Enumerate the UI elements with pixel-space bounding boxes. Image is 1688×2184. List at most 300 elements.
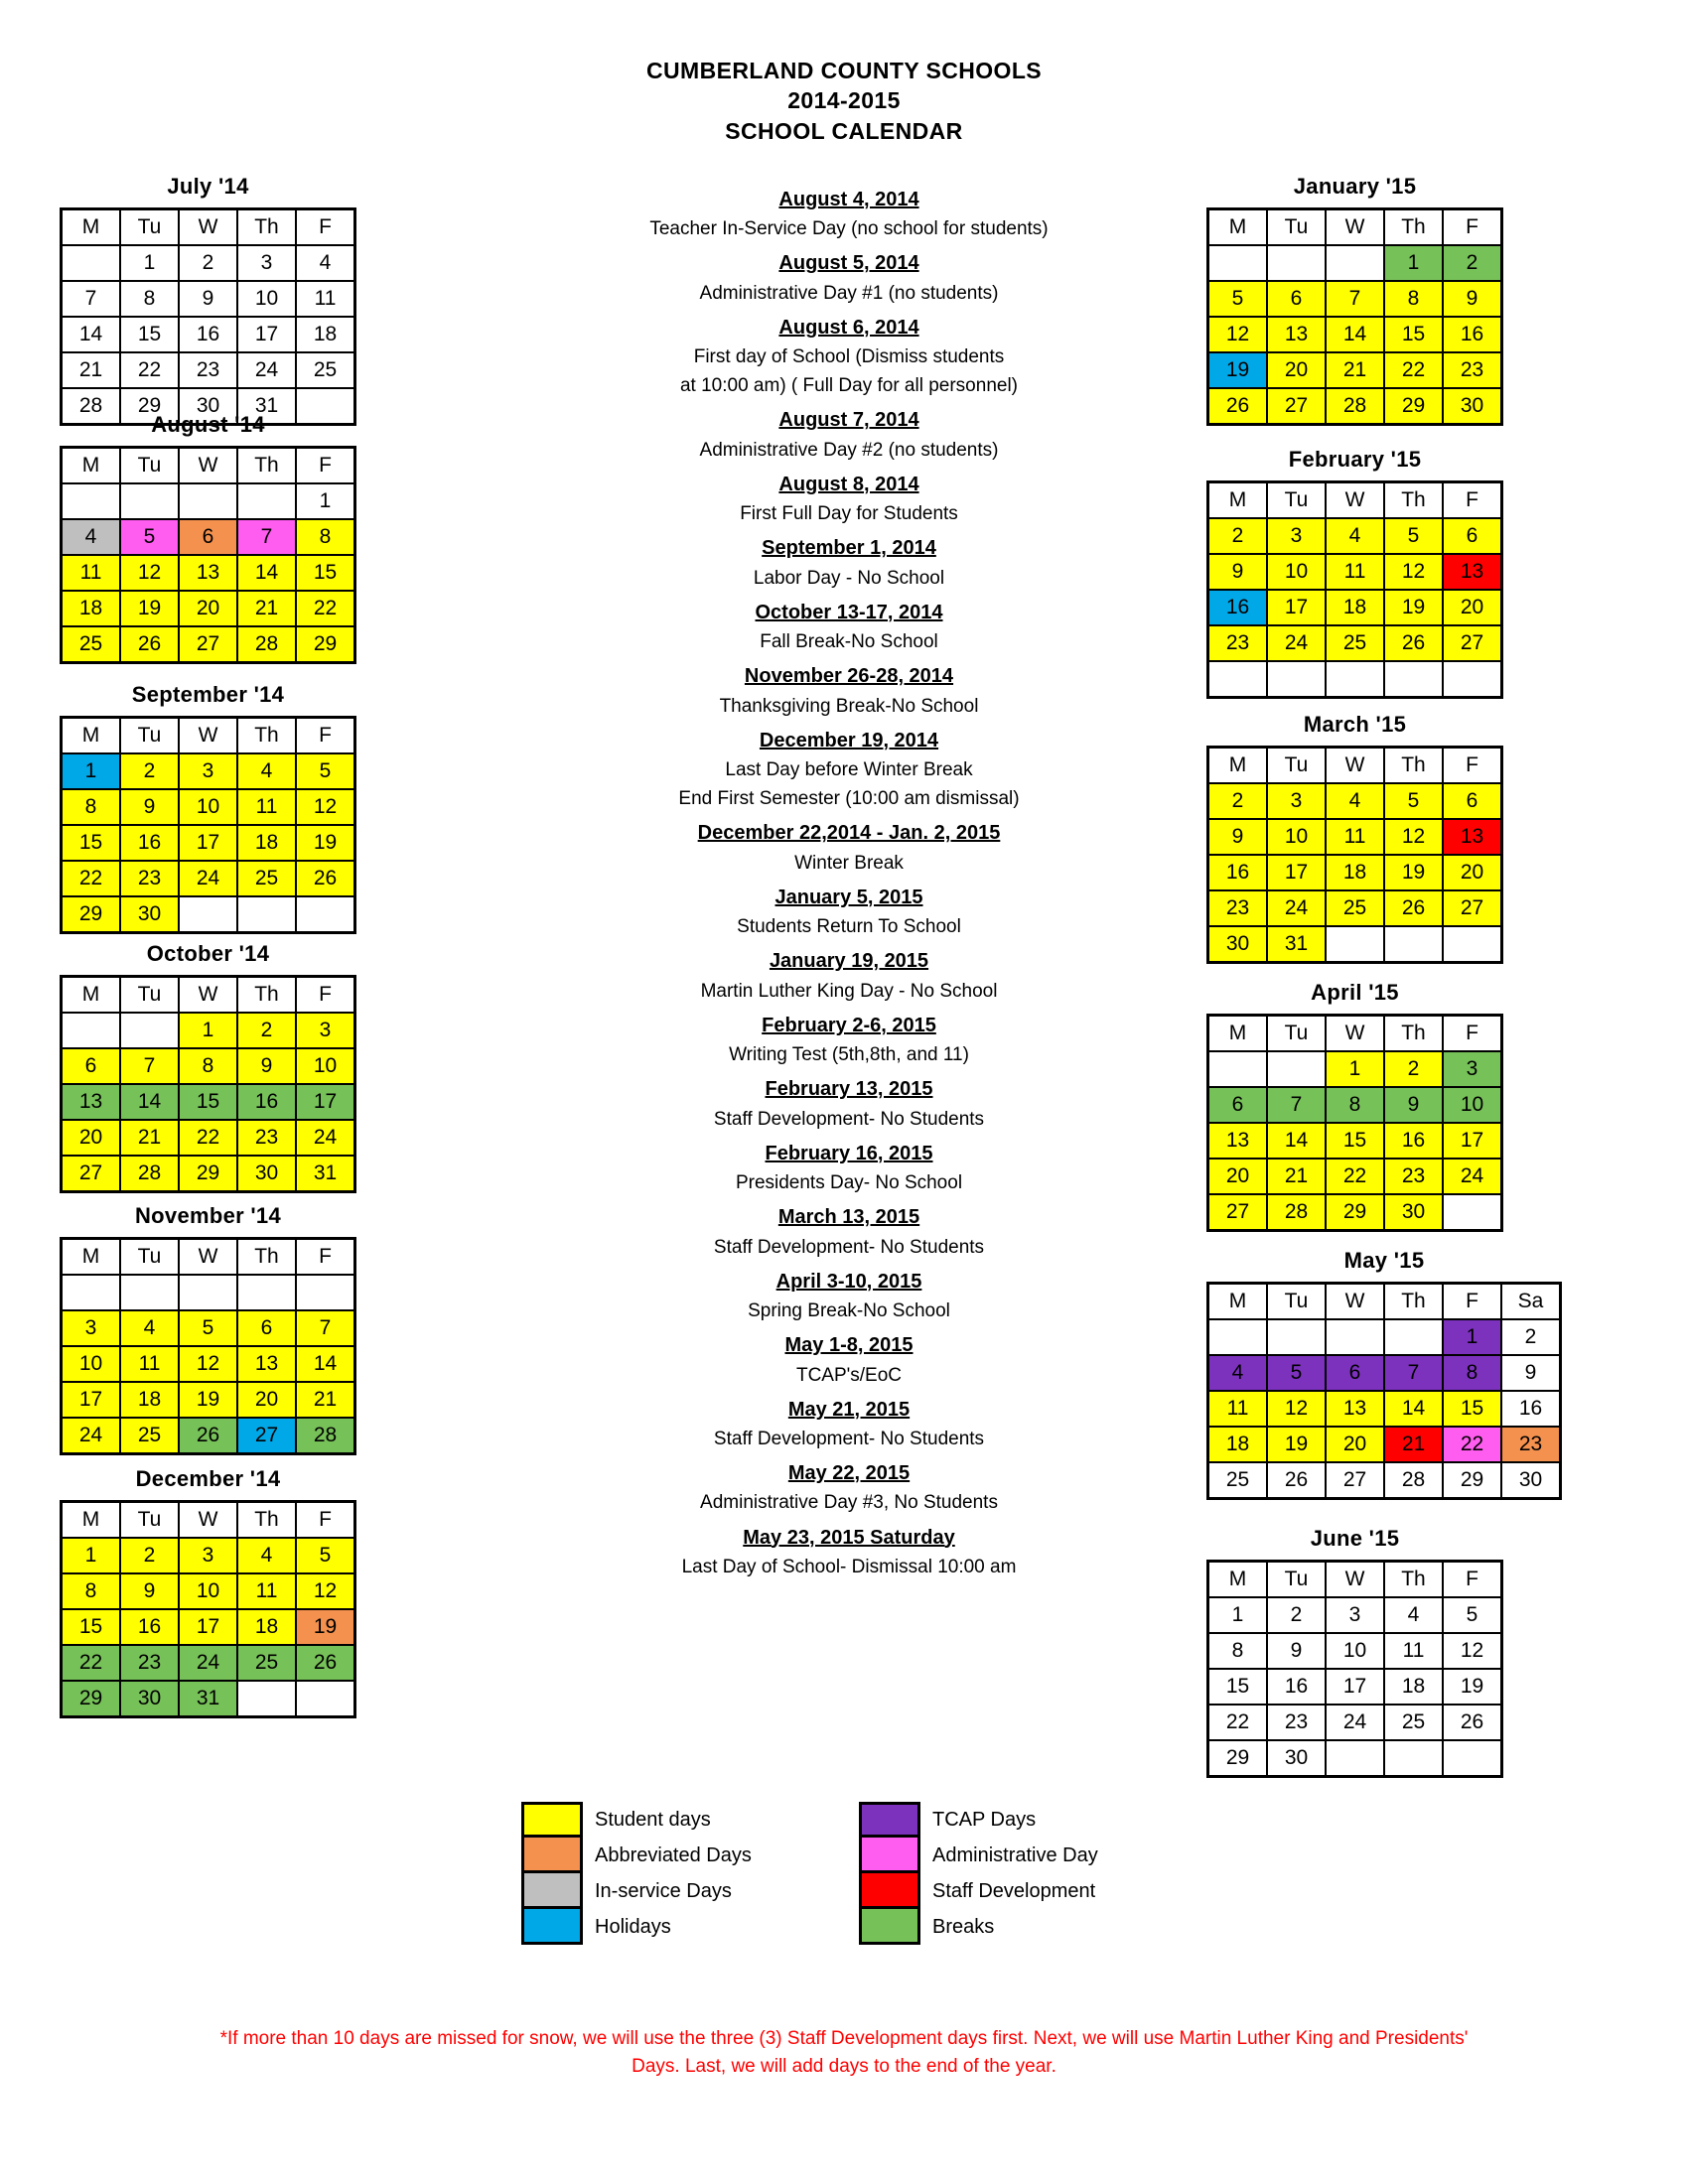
day-cell[interactable]: 12 [1384, 819, 1443, 855]
day-cell[interactable]: 16 [1443, 317, 1502, 352]
day-cell[interactable]: 10 [1443, 1087, 1502, 1123]
day-cell[interactable]: 14 [62, 317, 121, 352]
day-cell[interactable]: 19 [179, 1382, 237, 1418]
day-cell[interactable]: 21 [296, 1382, 355, 1418]
empty-day-cell [1326, 661, 1384, 698]
day-cell[interactable]: 18 [296, 317, 355, 352]
week-row [62, 1538, 355, 1573]
event-date: December 22,2014 - Jan. 2, 2015 [697, 822, 1001, 845]
day-cell[interactable]: 31 [179, 1681, 237, 1717]
day-cell[interactable]: 4 [237, 1538, 296, 1573]
day-cell[interactable]: 8 [1326, 1087, 1384, 1123]
day-cell[interactable]: 24 [237, 352, 296, 388]
day-cell[interactable]: 14 [296, 1346, 355, 1382]
day-cell[interactable]: 7 [237, 519, 296, 555]
day-cell[interactable]: 29 [62, 1681, 121, 1717]
day-cell[interactable]: 22 [1326, 1159, 1384, 1194]
day-cell[interactable]: 19 [296, 825, 355, 861]
day-cell[interactable]: 26 [179, 1418, 237, 1454]
day-cell[interactable]: 17 [296, 1084, 355, 1120]
day-cell[interactable]: 2 [179, 245, 237, 281]
day-cell[interactable]: 27 [1208, 1194, 1268, 1231]
day-cell[interactable]: 12 [296, 789, 355, 825]
day-cell[interactable]: 11 [237, 789, 296, 825]
day-cell[interactable]: 28 [1384, 1462, 1443, 1499]
snow-day-footnote [199, 2025, 1489, 2080]
day-cell[interactable]: 1 [1208, 1597, 1268, 1633]
day-cell[interactable]: 20 [179, 591, 237, 626]
day-cell[interactable]: 16 [1267, 1669, 1326, 1705]
day-cell[interactable]: 12 [1208, 317, 1268, 352]
day-cell[interactable]: 26 [1208, 388, 1268, 425]
day-cell[interactable]: 25 [120, 1418, 179, 1454]
day-cell[interactable]: 21 [1326, 352, 1384, 388]
day-cell[interactable]: 11 [1326, 819, 1384, 855]
day-cell[interactable]: 20 [1443, 855, 1502, 890]
day-cell[interactable]: 23 [1208, 890, 1268, 926]
day-cell[interactable]: 8 [1384, 281, 1443, 317]
day-cell[interactable]: 15 [179, 1084, 237, 1120]
day-cell[interactable]: 7 [62, 281, 121, 317]
day-cell[interactable]: 1 [179, 1013, 237, 1048]
day-cell[interactable]: 13 [1208, 1123, 1268, 1159]
day-cell[interactable]: 14 [120, 1084, 179, 1120]
day-cell[interactable]: 4 [1208, 1355, 1268, 1391]
day-cell[interactable]: 16 [120, 1609, 179, 1645]
day-cell[interactable]: 10 [237, 281, 296, 317]
day-cell[interactable]: 14 [237, 555, 296, 591]
day-cell[interactable]: 17 [62, 1382, 121, 1418]
day-cell[interactable]: 27 [1326, 1462, 1384, 1499]
day-cell[interactable]: 5 [1267, 1355, 1326, 1391]
day-cell[interactable]: 23 [1443, 352, 1502, 388]
day-cell[interactable]: 7 [120, 1048, 179, 1084]
day-cell[interactable]: 9 [1208, 819, 1268, 855]
day-cell[interactable]: 20 [1208, 1159, 1268, 1194]
day-cell[interactable]: 3 [179, 753, 237, 789]
day-cell[interactable]: 16 [179, 317, 237, 352]
day-cell[interactable]: 24 [1267, 890, 1326, 926]
day-cell[interactable]: 29 [120, 388, 179, 425]
week-row [1208, 590, 1502, 625]
day-cell[interactable]: 2 [237, 1013, 296, 1048]
day-cell[interactable]: 26 [296, 1645, 355, 1681]
day-cell[interactable]: 26 [1267, 1462, 1326, 1499]
day-cell[interactable]: 3 [1267, 783, 1326, 819]
day-cell[interactable]: 12 [296, 1573, 355, 1609]
day-cell[interactable]: 27 [1443, 625, 1502, 661]
day-cell[interactable]: 6 [179, 519, 237, 555]
day-cell[interactable]: 21 [120, 1120, 179, 1156]
day-cell[interactable]: 14 [1267, 1123, 1326, 1159]
day-cell[interactable]: 4 [296, 245, 355, 281]
day-cell[interactable]: 19 [1384, 855, 1443, 890]
day-cell[interactable]: 9 [1443, 281, 1502, 317]
day-cell[interactable]: 11 [1326, 554, 1384, 590]
legend-swatch-inserv [521, 1873, 583, 1909]
day-cell[interactable]: 24 [62, 1418, 121, 1454]
day-cell[interactable]: 26 [120, 626, 179, 663]
day-cell[interactable]: 23 [1384, 1159, 1443, 1194]
day-cell[interactable]: 22 [1443, 1427, 1501, 1462]
day-cell[interactable]: 1 [1443, 1319, 1501, 1355]
day-cell[interactable]: 9 [179, 281, 237, 317]
day-cell[interactable]: 25 [1208, 1462, 1268, 1499]
day-cell[interactable]: 1 [62, 1538, 121, 1573]
event-description: Students Return To School [737, 916, 961, 938]
day-cell[interactable]: 6 [1208, 1087, 1268, 1123]
day-cell[interactable]: 2 [1267, 1597, 1326, 1633]
day-cell[interactable]: 15 [1443, 1391, 1501, 1427]
day-cell[interactable]: 19 [1267, 1427, 1326, 1462]
day-cell[interactable]: 15 [120, 317, 179, 352]
day-cell[interactable]: 6 [1267, 281, 1326, 317]
day-cell[interactable]: 10 [1267, 554, 1326, 590]
day-cell[interactable]: 4 [1326, 518, 1384, 554]
day-cell[interactable]: 9 [1267, 1633, 1326, 1669]
event-description: TCAP's/EoC [795, 1364, 903, 1386]
day-cell[interactable]: 10 [179, 789, 237, 825]
month-title: January '15 [1293, 174, 1417, 199]
day-cell[interactable]: 9 [120, 1573, 179, 1609]
day-cell[interactable]: 21 [1384, 1427, 1443, 1462]
day-cell[interactable]: 13 [1443, 819, 1502, 855]
day-cell[interactable]: 26 [1384, 890, 1443, 926]
day-cell[interactable]: 26 [1443, 1705, 1502, 1740]
day-cell[interactable]: 6 [1443, 783, 1502, 819]
day-cell[interactable]: 18 [120, 1382, 179, 1418]
day-cell[interactable]: 18 [1326, 855, 1384, 890]
day-cell[interactable]: 6 [1326, 1355, 1384, 1391]
day-cell[interactable]: 1 [1384, 245, 1443, 281]
day-cell[interactable]: 3 [237, 245, 296, 281]
day-cell[interactable]: 9 [1208, 554, 1268, 590]
day-cell[interactable]: 3 [1267, 518, 1326, 554]
day-cell[interactable]: 25 [62, 626, 121, 663]
day-cell[interactable]: 25 [296, 352, 355, 388]
day-cell[interactable]: 6 [62, 1048, 121, 1084]
day-cell[interactable]: 22 [179, 1120, 237, 1156]
day-cell[interactable]: 16 [1501, 1391, 1561, 1427]
legend-label: Holidays [595, 1916, 671, 1938]
day-cell[interactable]: 20 [1326, 1427, 1384, 1462]
day-cell[interactable]: 22 [120, 352, 179, 388]
month-title: April '15 [1311, 980, 1399, 1005]
day-cell[interactable]: 8 [1208, 1633, 1268, 1669]
day-cell[interactable]: 17 [1267, 855, 1326, 890]
day-cell[interactable]: 31 [296, 1156, 355, 1192]
week-row [62, 753, 355, 789]
day-cell[interactable]: 25 [1384, 1705, 1443, 1740]
day-cell[interactable]: 2 [1208, 518, 1268, 554]
day-cell[interactable]: 17 [1326, 1669, 1384, 1705]
day-cell[interactable]: 1 [296, 483, 355, 519]
day-cell[interactable]: 1 [62, 753, 121, 789]
day-cell[interactable]: 23 [179, 352, 237, 388]
legend-label-stack [920, 1802, 1098, 1945]
legend-column-left [521, 1802, 859, 1945]
day-cell[interactable]: 1 [120, 245, 179, 281]
header-district-name: CUMBERLAND COUNTY SCHOOLS [645, 58, 1043, 83]
day-cell[interactable]: 17 [1267, 590, 1326, 625]
day-cell[interactable]: 15 [62, 1609, 121, 1645]
week-row [1208, 1051, 1502, 1087]
day-cell[interactable]: 24 [179, 1645, 237, 1681]
day-cell[interactable]: 12 [1443, 1633, 1502, 1669]
day-cell[interactable]: 29 [62, 896, 121, 933]
day-cell[interactable]: 28 [120, 1156, 179, 1192]
day-cell[interactable]: 10 [179, 1573, 237, 1609]
day-cell[interactable]: 30 [1384, 1194, 1443, 1231]
day-cell[interactable]: 2 [1501, 1319, 1561, 1355]
day-cell[interactable]: 19 [1208, 352, 1268, 388]
day-cell[interactable]: 19 [1384, 590, 1443, 625]
day-cell[interactable]: 28 [1267, 1194, 1326, 1231]
day-cell[interactable]: 3 [62, 1310, 121, 1346]
day-cell[interactable]: 5 [296, 1538, 355, 1573]
day-cell[interactable]: 11 [120, 1346, 179, 1382]
day-cell[interactable]: 15 [62, 825, 121, 861]
day-cell[interactable]: 13 [1443, 554, 1502, 590]
day-cell[interactable]: 11 [1384, 1633, 1443, 1669]
day-cell[interactable]: 15 [1208, 1669, 1268, 1705]
day-cell[interactable]: 29 [179, 1156, 237, 1192]
day-cell[interactable]: 3 [296, 1013, 355, 1048]
day-cell[interactable]: 17 [1443, 1123, 1502, 1159]
day-cell[interactable]: 28 [62, 388, 121, 425]
weekday-header-cell: F [1443, 482, 1502, 519]
day-cell[interactable]: 3 [1326, 1597, 1384, 1633]
day-cell[interactable]: 20 [62, 1120, 121, 1156]
day-cell[interactable]: 31 [1267, 926, 1326, 963]
weekday-header-cell: M [62, 1502, 121, 1539]
month-grid [1206, 1014, 1503, 1232]
week-row [62, 1156, 355, 1192]
day-cell[interactable]: 9 [237, 1048, 296, 1084]
day-cell[interactable]: 24 [1326, 1705, 1384, 1740]
day-cell[interactable]: 16 [1208, 855, 1268, 890]
day-cell[interactable]: 21 [62, 352, 121, 388]
day-cell[interactable]: 2 [1384, 1051, 1443, 1087]
day-cell[interactable]: 7 [296, 1310, 355, 1346]
day-cell[interactable]: 17 [237, 317, 296, 352]
day-cell[interactable]: 13 [179, 555, 237, 591]
day-cell[interactable]: 15 [296, 555, 355, 591]
day-cell[interactable]: 18 [1384, 1669, 1443, 1705]
day-cell[interactable]: 7 [1384, 1355, 1443, 1391]
day-cell[interactable]: 22 [1384, 352, 1443, 388]
day-cell[interactable]: 15 [1326, 1123, 1384, 1159]
day-cell[interactable]: 4 [120, 1310, 179, 1346]
day-cell[interactable]: 29 [296, 626, 355, 663]
day-cell[interactable]: 23 [120, 861, 179, 896]
day-cell[interactable]: 9 [1384, 1087, 1443, 1123]
day-cell[interactable]: 14 [1326, 317, 1384, 352]
day-cell[interactable]: 11 [1208, 1391, 1268, 1427]
day-cell[interactable]: 22 [1208, 1705, 1268, 1740]
day-cell[interactable]: 19 [1443, 1669, 1502, 1705]
day-cell[interactable]: 20 [1443, 590, 1502, 625]
day-cell[interactable]: 3 [179, 1538, 237, 1573]
day-cell[interactable]: 26 [1384, 625, 1443, 661]
day-cell[interactable]: 20 [1267, 352, 1326, 388]
day-cell[interactable]: 13 [1267, 317, 1326, 352]
day-cell[interactable]: 1 [1326, 1051, 1384, 1087]
day-cell[interactable]: 5 [1208, 281, 1268, 317]
day-cell[interactable]: 27 [237, 1418, 296, 1454]
day-cell[interactable]: 14 [1384, 1391, 1443, 1427]
day-cell[interactable]: 29 [1326, 1194, 1384, 1231]
day-cell[interactable]: 25 [237, 1645, 296, 1681]
day-cell[interactable]: 23 [1208, 625, 1268, 661]
day-cell[interactable]: 11 [296, 281, 355, 317]
day-cell[interactable]: 8 [1443, 1355, 1501, 1391]
day-cell[interactable]: 19 [120, 591, 179, 626]
day-cell[interactable]: 6 [1443, 518, 1502, 554]
day-cell[interactable]: 4 [237, 753, 296, 789]
day-cell[interactable]: 11 [237, 1573, 296, 1609]
day-cell[interactable]: 22 [62, 861, 121, 896]
day-cell[interactable]: 17 [179, 1609, 237, 1645]
day-cell[interactable]: 26 [296, 861, 355, 896]
day-cell[interactable]: 16 [1208, 590, 1268, 625]
day-cell[interactable]: 21 [1267, 1159, 1326, 1194]
day-cell[interactable]: 10 [296, 1048, 355, 1084]
day-cell[interactable]: 29 [1384, 388, 1443, 425]
day-cell[interactable]: 25 [237, 861, 296, 896]
day-cell[interactable]: 18 [1208, 1427, 1268, 1462]
day-cell[interactable]: 10 [62, 1346, 121, 1382]
day-cell[interactable]: 13 [1326, 1391, 1384, 1427]
day-cell[interactable]: 27 [179, 626, 237, 663]
day-cell[interactable]: 7 [1267, 1087, 1326, 1123]
day-cell[interactable]: 27 [1267, 388, 1326, 425]
day-cell[interactable]: 10 [1326, 1633, 1384, 1669]
day-cell[interactable]: 24 [1443, 1159, 1502, 1194]
day-cell[interactable]: 23 [120, 1645, 179, 1681]
day-cell[interactable]: 2 [1443, 245, 1502, 281]
day-cell[interactable]: 2 [120, 1538, 179, 1573]
day-cell[interactable]: 23 [237, 1120, 296, 1156]
day-cell[interactable]: 23 [1267, 1705, 1326, 1740]
day-cell[interactable]: 5 [1384, 518, 1443, 554]
day-cell[interactable]: 8 [62, 1573, 121, 1609]
day-cell[interactable]: 13 [237, 1346, 296, 1382]
day-cell[interactable]: 29 [1208, 1740, 1268, 1777]
day-cell[interactable]: 13 [62, 1084, 121, 1120]
day-cell[interactable]: 18 [1326, 590, 1384, 625]
day-cell[interactable]: 16 [1384, 1123, 1443, 1159]
day-cell[interactable]: 17 [179, 825, 237, 861]
day-cell[interactable]: 4 [62, 519, 121, 555]
day-cell[interactable]: 21 [237, 591, 296, 626]
day-cell[interactable]: 30 [120, 1681, 179, 1717]
day-cell[interactable]: 18 [237, 825, 296, 861]
day-cell[interactable]: 5 [1443, 1597, 1502, 1633]
day-cell[interactable]: 30 [237, 1156, 296, 1192]
day-cell[interactable]: 4 [1326, 783, 1384, 819]
day-cell[interactable]: 28 [237, 626, 296, 663]
day-cell[interactable]: 28 [296, 1418, 355, 1454]
day-cell[interactable]: 27 [62, 1156, 121, 1192]
day-cell[interactable]: 30 [179, 388, 237, 425]
day-cell[interactable]: 16 [237, 1084, 296, 1120]
day-cell[interactable]: 16 [120, 825, 179, 861]
day-cell[interactable]: 22 [62, 1645, 121, 1681]
day-cell[interactable]: 30 [1267, 1740, 1326, 1777]
day-cell[interactable]: 18 [62, 591, 121, 626]
legend-swatch-holiday [521, 1909, 583, 1945]
day-cell[interactable]: 12 [120, 555, 179, 591]
day-cell[interactable]: 20 [237, 1382, 296, 1418]
day-cell[interactable]: 2 [1208, 783, 1268, 819]
event-description: Administrative Day #1 (no students) [699, 282, 999, 304]
day-cell[interactable]: 8 [296, 519, 355, 555]
day-cell[interactable]: 9 [1501, 1355, 1561, 1391]
day-cell[interactable]: 7 [1326, 281, 1384, 317]
day-cell[interactable]: 30 [1443, 388, 1502, 425]
day-cell[interactable]: 5 [296, 753, 355, 789]
day-cell[interactable]: 24 [1267, 625, 1326, 661]
day-cell[interactable]: 6 [237, 1310, 296, 1346]
day-cell[interactable]: 11 [62, 555, 121, 591]
day-cell[interactable]: 5 [1384, 783, 1443, 819]
month-grid [1206, 207, 1503, 426]
day-cell[interactable]: 3 [1443, 1051, 1502, 1087]
day-cell[interactable]: 29 [1443, 1462, 1501, 1499]
day-cell[interactable]: 25 [1326, 625, 1384, 661]
day-cell[interactable]: 24 [296, 1120, 355, 1156]
day-cell[interactable]: 9 [120, 789, 179, 825]
weekday-header-cell: Th [237, 448, 296, 484]
day-cell[interactable]: 19 [296, 1609, 355, 1645]
month-title: August '14 [151, 412, 265, 437]
empty-day-cell [1267, 1319, 1326, 1355]
month-grid [60, 1237, 356, 1455]
month-block [1206, 1248, 1562, 1500]
day-cell[interactable]: 27 [1443, 890, 1502, 926]
day-cell[interactable]: 30 [1501, 1462, 1561, 1499]
day-cell[interactable]: 5 [120, 519, 179, 555]
day-cell[interactable]: 30 [1208, 926, 1268, 963]
weekday-header-cell: F [1443, 748, 1502, 784]
day-cell[interactable]: 28 [1326, 388, 1384, 425]
day-cell[interactable]: 8 [179, 1048, 237, 1084]
day-cell[interactable]: 5 [179, 1310, 237, 1346]
day-cell[interactable]: 12 [179, 1346, 237, 1382]
day-cell[interactable]: 4 [1384, 1597, 1443, 1633]
day-cell[interactable]: 31 [237, 388, 296, 425]
day-cell[interactable]: 18 [237, 1609, 296, 1645]
day-cell[interactable]: 8 [120, 281, 179, 317]
day-cell[interactable]: 8 [62, 789, 121, 825]
day-cell[interactable]: 23 [1501, 1427, 1561, 1462]
day-cell[interactable]: 12 [1267, 1391, 1326, 1427]
day-cell[interactable]: 24 [179, 861, 237, 896]
day-cell[interactable]: 15 [1384, 317, 1443, 352]
day-cell[interactable]: 10 [1267, 819, 1326, 855]
day-cell[interactable]: 25 [1326, 890, 1384, 926]
week-row [1208, 1633, 1502, 1669]
day-cell[interactable]: 12 [1384, 554, 1443, 590]
event-description: Last Day of School- Dismissal 10:00 am [681, 1556, 1017, 1577]
day-cell[interactable]: 22 [296, 591, 355, 626]
day-cell[interactable]: 30 [120, 896, 179, 933]
week-row [62, 1609, 355, 1645]
empty-day-cell [237, 483, 296, 519]
week-row [1208, 1194, 1502, 1231]
day-cell[interactable]: 2 [120, 753, 179, 789]
